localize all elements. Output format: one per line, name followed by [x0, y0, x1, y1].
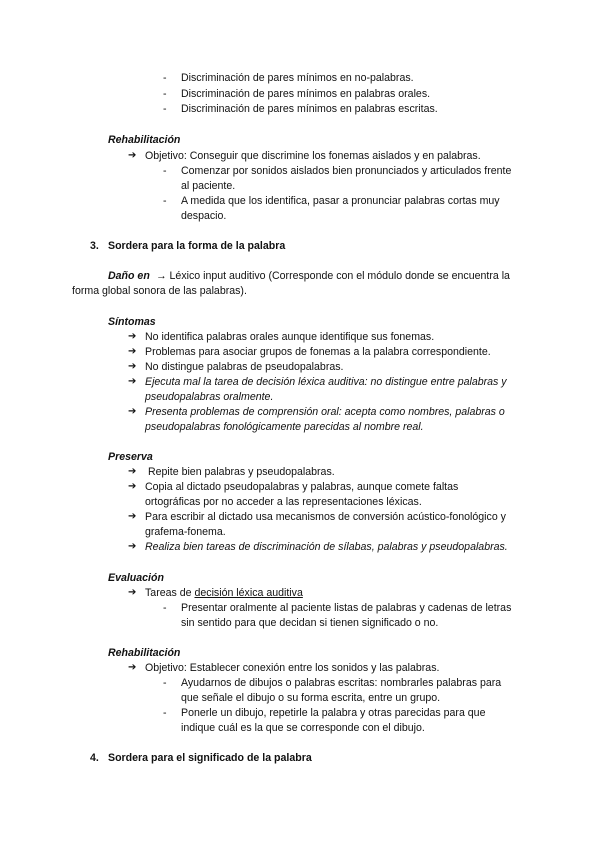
list-item: Para escribir al dictado usa mecanismos de conversión acústico-fonológico y	[145, 511, 506, 523]
section-heading-rehabilitacion: Rehabilitación	[108, 134, 181, 146]
list-item-continuation: que señale el dibujo o su forma escrita, entre un grupo.	[181, 692, 441, 704]
arrow-bullet-icon: ➔	[128, 331, 137, 342]
arrow-bullet-icon: ➔	[128, 376, 137, 387]
list-item-continuation: pseudopalabras oralmente.	[145, 391, 274, 403]
dano-label: Daño en	[108, 270, 150, 282]
list-item-continuation: pseudopalabras fonológicamente parecidas al nombre real.	[145, 421, 424, 433]
dash-bullet: -	[163, 165, 167, 177]
arrow-bullet-icon: ➔	[128, 511, 137, 522]
list-item: A medida que los identifica, pasar a pronunciar palabras cortas muy	[181, 195, 500, 207]
section-heading-evaluacion: Evaluación	[108, 572, 164, 584]
list-item: Ayudarnos de dibujos o palabras escritas: nombrarles palabras para	[181, 677, 502, 689]
dano-text-continuation: forma global sonora de las palabras).	[72, 285, 247, 297]
list-item: Discriminación de pares mínimos en no-palabras.	[181, 72, 414, 84]
list-item: Discriminación de pares mínimos en palabras orales.	[181, 88, 431, 100]
arrow-bullet-icon: ➔	[128, 662, 137, 673]
list-item: Realiza bien tareas de discriminación de sílabas, palabras y pseudopalabras.	[145, 541, 508, 553]
arrow-bullet-icon: ➔	[128, 587, 137, 598]
section-heading-sintomas: Síntomas	[108, 316, 156, 328]
list-item	[145, 587, 303, 600]
arrow-bullet-icon: ➔	[128, 406, 137, 417]
list-item-continuation: indique cuál es la que se corresponde con el dibujo.	[181, 722, 425, 734]
decision-lexica-link[interactable]: decisión léxica auditiva	[194, 587, 303, 599]
arrow-bullet-icon: ➔	[128, 481, 137, 492]
list-item: Problemas para asociar grupos de fonemas a la palabra correspondiente.	[145, 346, 491, 358]
list-item: Discriminación de pares mínimos en palabras escritas.	[181, 103, 438, 115]
dash-bullet: -	[163, 88, 167, 100]
dash-bullet: -	[163, 602, 167, 614]
list-item-continuation: ortográficas por no acceder a las representaciones léxicas.	[145, 496, 422, 508]
arrow-bullet-icon: ➔	[128, 466, 137, 477]
objective-text: Objetivo: Conseguir que discrimine los fonemas aislados y en palabras.	[145, 150, 481, 162]
section-heading-preserva: Preserva	[108, 451, 153, 463]
dash-bullet: -	[163, 103, 167, 115]
section-title: Sordera para el significado de la palabra	[108, 752, 312, 764]
list-item-continuation: grafema-fonema.	[145, 526, 226, 538]
list-item: Presenta problemas de comprensión oral: acepta como nombres, palabras o	[145, 406, 505, 418]
tareas-prefix: Tareas de	[145, 587, 192, 599]
dash-bullet: -	[163, 707, 167, 719]
list-item: Comenzar por sonidos aislados bien pronunciados y articulados frente	[181, 165, 512, 177]
list-item: Ponerle un dibujo, repetirle la palabra y otras parecidas para que	[181, 707, 486, 719]
arrow-bullet-icon: ➔	[128, 541, 137, 552]
section-number: 3.	[90, 240, 99, 252]
arrow-bullet-icon: ➔	[128, 346, 137, 357]
objective-text: Objetivo: Establecer conexión entre los sonidos y las palabras.	[145, 662, 440, 674]
list-item: No distingue palabras de pseudopalabras.	[145, 361, 344, 373]
dano-text: → Léxico input auditivo (Corresponde con el módulo donde se encuentra la	[156, 270, 510, 282]
dash-bullet: -	[163, 72, 167, 84]
list-item: Repite bien palabras y pseudopalabras.	[148, 466, 335, 478]
section-heading-rehabilitacion: Rehabilitación	[108, 647, 181, 659]
list-item-continuation: sin sentido para que decidan si tienen significado o no.	[181, 617, 439, 629]
list-item: Copia al dictado pseudopalabras y palabras, aunque comete faltas	[145, 481, 459, 493]
arrow-bullet-icon: ➔	[128, 150, 137, 161]
arrow-bullet-icon: ➔	[128, 361, 137, 372]
list-item-continuation: al paciente.	[181, 180, 236, 192]
section-title: Sordera para la forma de la palabra	[108, 240, 286, 252]
list-item: No identifica palabras orales aunque identifique sus fonemas.	[145, 331, 435, 343]
list-item: Ejecuta mal la tarea de decisión léxica auditiva: no distingue entre palabras y	[145, 376, 507, 388]
dash-bullet: -	[163, 677, 167, 689]
section-number: 4.	[90, 752, 99, 764]
list-item-continuation: despacio.	[181, 210, 227, 222]
list-item: Presentar oralmente al paciente listas de palabras y cadenas de letras	[181, 602, 512, 614]
dash-bullet: -	[163, 195, 167, 207]
